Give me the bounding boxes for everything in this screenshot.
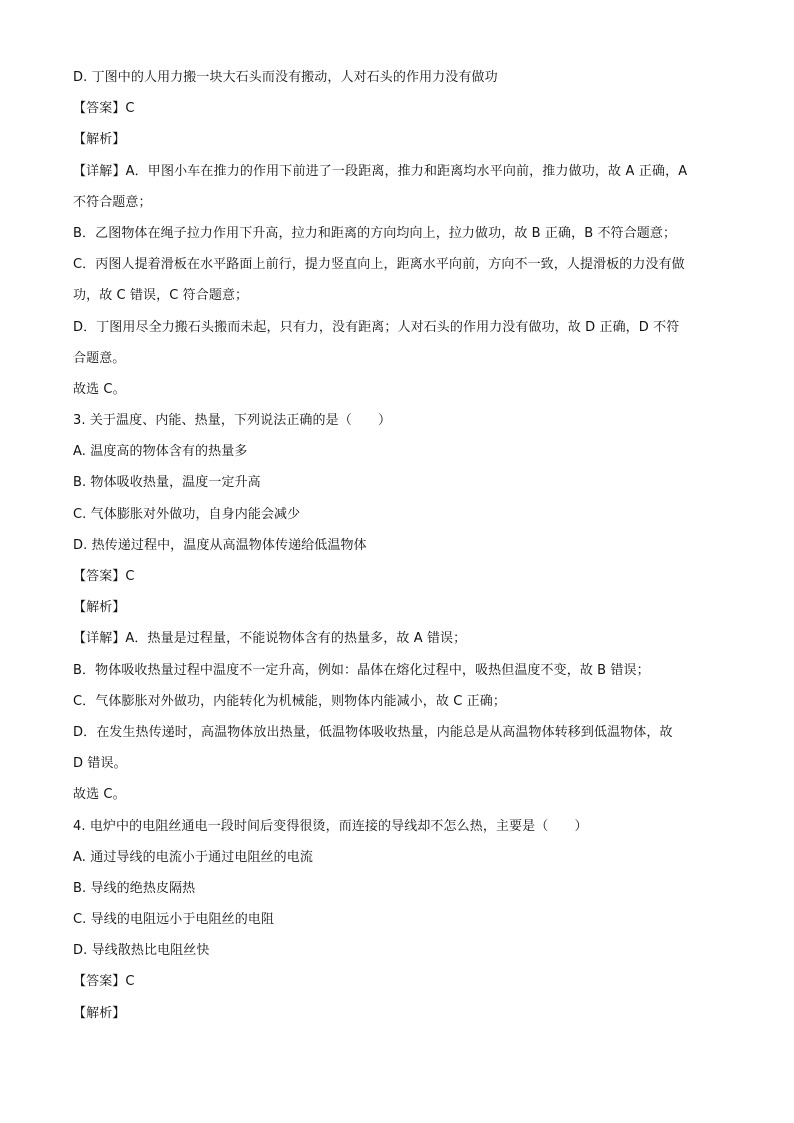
page-content: [73, 62, 723, 1029]
q3-option-b: B. 物体吸收热量，温度一定升高: [73, 475, 261, 491]
q3-choice: 故选 C。: [73, 787, 126, 803]
q2-choice: 故选 C。: [73, 381, 126, 397]
q4-option-b: B. 导线的绝热皮隔热: [73, 880, 196, 896]
q2-detail-d-cont: 合题意。: [73, 350, 126, 366]
q4-option-d: D. 导线散热比电阻丝快: [73, 943, 210, 959]
q2-detail-a: 【详解】A．甲图小车在推力的作用下前进了一段距离，推力和距离均水平向前，推力做功，故 A 正确，A: [73, 163, 688, 179]
q3-option-c: C. 气体膨胀对外做功，自身内能会减少: [73, 506, 301, 522]
q3-option-d: D. 热传递过程中，温度从高温物体传递给低温物体: [73, 537, 367, 553]
q3-analysis-heading: 【解析】: [73, 600, 126, 616]
q2-detail-b: B．乙图物体在绳子拉力作用下升高，拉力和距离的方向均向上，拉力做功，故 B 正确，B 不符合题意；: [73, 225, 677, 241]
q3-answer: 【答案】C: [73, 569, 135, 584]
q4-answer: 【答案】C: [73, 974, 135, 990]
q2-answer: 【答案】C: [73, 101, 135, 117]
q2-detail-a-cont: 不符合题意；: [73, 194, 152, 210]
q3-detail-d: D．在发生热传递时，高温物体放出热量，低温物体吸收热量，内能总是从高温物体转移到低温物体，故: [73, 724, 673, 740]
q4-option-c: C. 导线的电阻远小于电阻丝的电阻: [73, 912, 275, 928]
q2-detail-c: C．丙图人提着滑板在水平路面上前行，提力竖直向上，距离水平向前，方向不一致，人提滑板的力没有做: [73, 257, 685, 273]
q2-option-d: D. 丁图中的人用力搬一块大石头而没有搬动，人对石头的作用力没有做功: [73, 70, 498, 85]
q4-question: 4. 电炉中的电阻丝通电一段时间后变得很烫，而连接的导线却不怎么热，主要是（ ）: [73, 818, 588, 834]
q3-detail-b: B．物体吸收热量过程中温度不一定升高，例如：晶体在熔化过程中，吸热但温度不变，故 B 错误；: [73, 662, 650, 678]
q3-detail-c: C．气体膨胀对外做功，内能转化为机械能，则物体内能减小，故 C 正确；: [73, 693, 506, 709]
q4-analysis-heading: 【解析】: [73, 1005, 126, 1021]
q3-option-a: A. 温度高的物体含有的热量多: [73, 444, 248, 460]
q2-analysis-heading: 【解析】: [73, 132, 126, 148]
q4-option-a: A. 通过导线的电流小于通过电阻丝的电流: [73, 849, 313, 865]
q2-detail-c-cont: 功，故 C 错误，C 符合题意；: [73, 288, 249, 304]
q3-detail-d-cont: D 错误。: [73, 756, 127, 772]
q3-detail-a: 【详解】A．热量是过程量，不能说物体含有的热量多，故 A 错误；: [73, 631, 467, 647]
q2-detail-d: D．丁图用尽全力搬石头搬而未起，只有力，没有距离；人对石头的作用力没有做功，故 D 正确，D 不符: [73, 319, 680, 335]
q3-question: 3. 关于温度、内能、热量，下列说法正确的是（ ）: [73, 413, 392, 429]
